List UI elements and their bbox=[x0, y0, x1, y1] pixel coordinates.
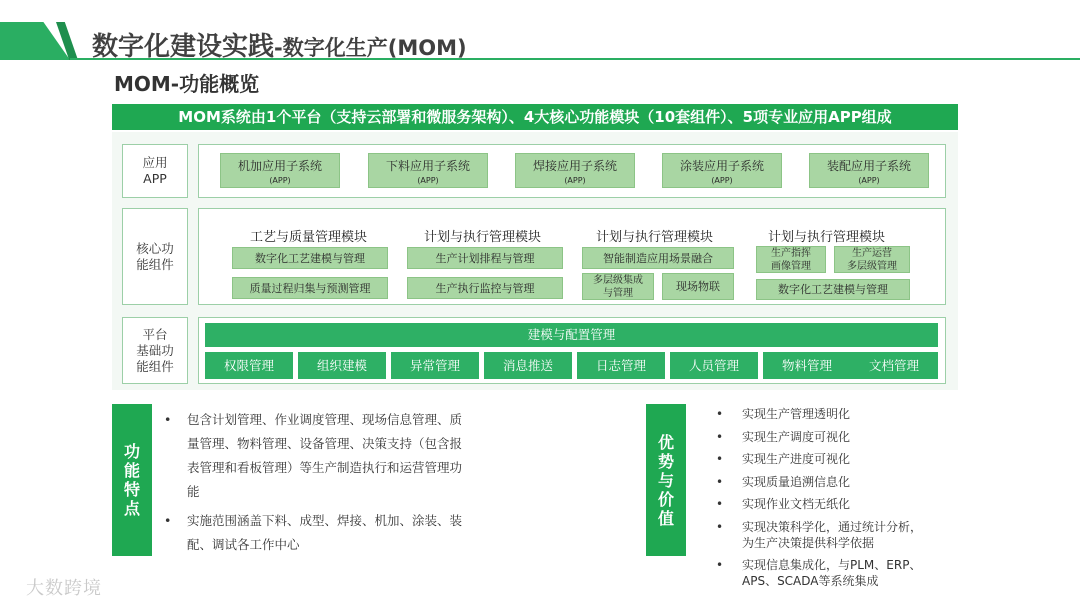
module-title-process-quality: 工艺与质量管理模块 bbox=[250, 230, 368, 245]
app-assembly: 装配应用子系统 (APP) bbox=[809, 153, 929, 188]
features-label: 功 能 特 点 bbox=[112, 404, 152, 556]
module-title-plan-execution-1: 计划与执行管理模块 bbox=[424, 230, 542, 245]
platform-item-personnel: 人员管理 bbox=[670, 352, 758, 379]
platform-item-document: 文档管理 bbox=[850, 352, 938, 379]
advantage-item: • 实现作业文档无纸化 bbox=[716, 496, 976, 512]
app-cutting: 下料应用子系统 (APP) bbox=[368, 153, 488, 188]
platform-item-material: 物料管理 bbox=[763, 352, 851, 379]
module-title-plan-execution-3: 计划与执行管理模块 bbox=[768, 230, 886, 245]
feature-item: • 包含计划管理、作业调度管理、现场信息管理、质量管理、物料管理、设备管理、决策支持（包含报表管理和看板管理）等生产制造执行和运营管理功能 bbox=[164, 408, 474, 504]
app-painting: 涂装应用子系统 (APP) bbox=[662, 153, 782, 188]
feature-item: • 实施范围涵盖下料、成型、焊接、机加、涂装、装配、调试各工作中心 bbox=[164, 509, 474, 557]
platform-item-org-modeling: 组织建模 bbox=[298, 352, 386, 379]
advantages-label: 优 势 与 价 值 bbox=[646, 404, 686, 556]
component-command-profile: 生产指挥 画像管理 bbox=[756, 246, 826, 273]
advantage-item: • 实现决策科学化，通过统计分析， 为生产决策提供科学依据 bbox=[716, 519, 976, 551]
advantage-item: • 实现生产进度可视化 bbox=[716, 451, 976, 467]
app-welding: 焊接应用子系统 (APP) bbox=[515, 153, 635, 188]
watermark: 大数跨境 bbox=[26, 578, 102, 599]
platform-item-log: 日志管理 bbox=[577, 352, 665, 379]
features-list bbox=[164, 408, 474, 562]
component-quality-prediction: 质量过程归集与预测管理 bbox=[232, 277, 388, 299]
platform-item-permission: 权限管理 bbox=[205, 352, 293, 379]
page-title: 数字化建设实践-数字化生产(MOM) bbox=[92, 32, 467, 62]
component-digital-process-modeling: 数字化工艺建模与管理 bbox=[232, 247, 388, 269]
component-execution-monitoring: 生产执行监控与管理 bbox=[407, 277, 563, 299]
component-smart-manufacturing-scenarios: 智能制造应用场景融合 bbox=[582, 247, 734, 269]
component-digital-process-modeling-2: 数字化工艺建模与管理 bbox=[756, 279, 910, 300]
platform-item-exception: 异常管理 bbox=[391, 352, 479, 379]
component-production-scheduling: 生产计划排程与管理 bbox=[407, 247, 563, 269]
page-title-suffix: -数字化生产(MOM) bbox=[274, 36, 467, 60]
advantages-list bbox=[716, 406, 976, 596]
row-label-core: 核心功 能组件 bbox=[122, 208, 188, 305]
mom-summary-banner: MOM系统由1个平台（支持云部署和微服务架构）、4大核心功能模块（10套组件）、5项专业应用APP组成 bbox=[112, 104, 958, 130]
component-operations-multilevel: 生产运营 多层级管理 bbox=[834, 246, 910, 273]
app-machining: 机加应用子系统 (APP) bbox=[220, 153, 340, 188]
advantage-item: • 实现信息集成化，与PLM、ERP、 APS、SCADA等系统集成 bbox=[716, 557, 976, 589]
module-title-plan-execution-2: 计划与执行管理模块 bbox=[596, 230, 714, 245]
component-shopfloor-iot: 现场物联 bbox=[662, 273, 734, 300]
advantage-item: • 实现生产管理透明化 bbox=[716, 406, 976, 422]
row-label-platform: 平台 基础功 能组件 bbox=[122, 317, 188, 384]
component-multi-level-integration: 多层级集成 与管理 bbox=[582, 273, 654, 300]
section-title: MOM-功能概览 bbox=[114, 72, 260, 96]
advantage-item: • 实现生产调度可视化 bbox=[716, 429, 976, 445]
advantage-item: • 实现质量追溯信息化 bbox=[716, 474, 976, 490]
platform-modeling-config-bar: 建模与配置管理 bbox=[205, 323, 938, 347]
platform-item-message-push: 消息推送 bbox=[484, 352, 572, 379]
row-label-app: 应用 APP bbox=[122, 144, 188, 198]
